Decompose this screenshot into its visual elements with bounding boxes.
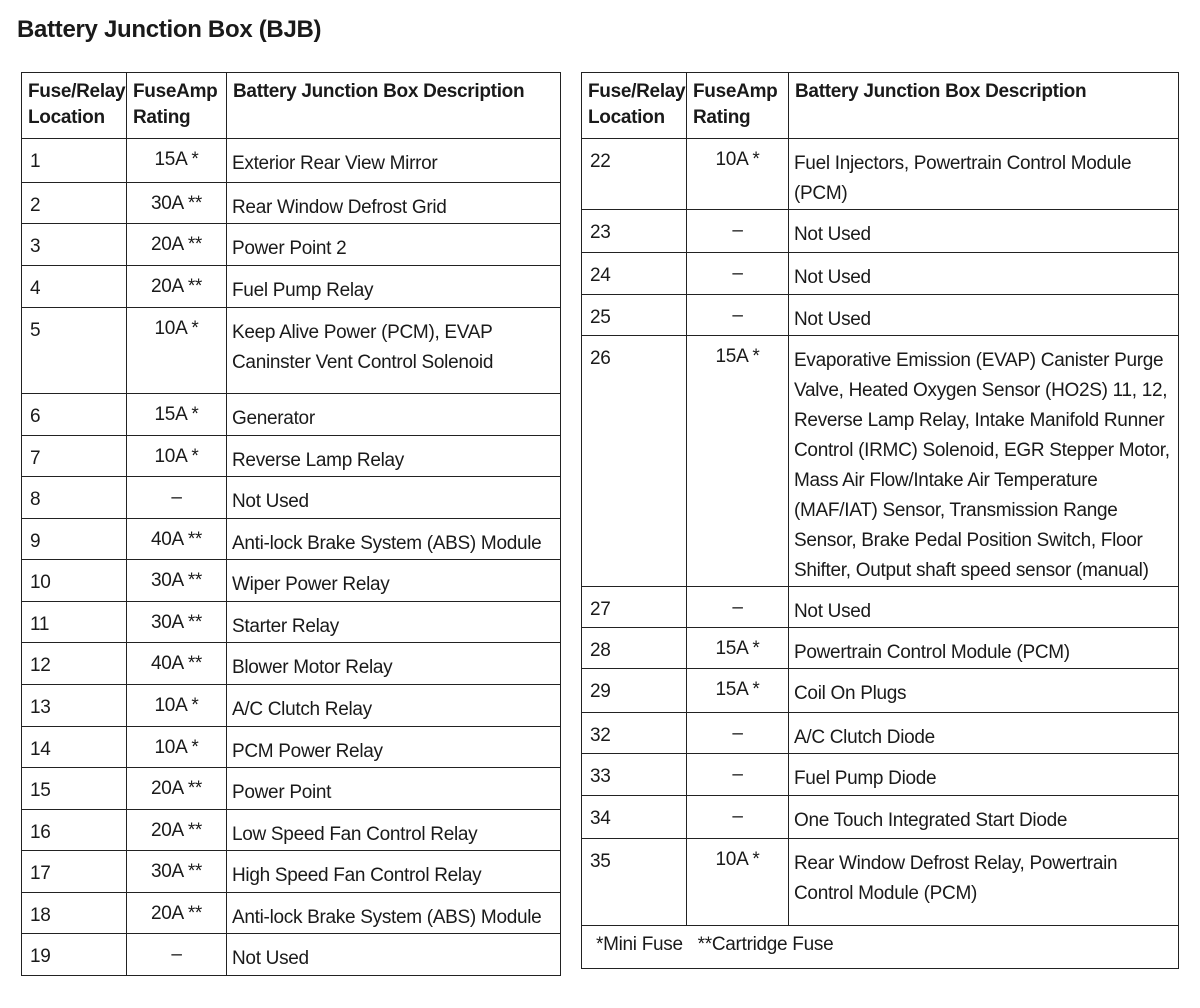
fuse-description-cell: Evaporative Emission (EVAP) Canister Purge Valve, Heated Oxygen Sensor (HO2S) 11, 12, Reverse Lamp Relay, Intake Manifold Runner Control (IRMC) Solenoid, EGR Stepper Motor, Mass Air Flow/Intake Air Temperature (MAF/IAT) Sensor, Transmission Range Sensor, Brake Pedal Position Switch, Floor Shifter, Output shaft speed sensor (manual) [789,336,1179,587]
table-row [22,224,561,266]
fuse-description-cell: Not Used [227,934,561,976]
fuse-description-cell: Generator [227,394,561,436]
fuse-description-cell: Rear Window Defrost Grid [227,183,561,224]
fuse-rating-cell: – [127,477,227,519]
table-row [582,336,1179,587]
fuse-description-cell: Fuel Pump Relay [227,266,561,308]
table-row [22,768,561,810]
fuse-description-cell: Powertrain Control Module (PCM) [789,628,1179,669]
fuse-description-cell: Anti-lock Brake System (ABS) Module [227,893,561,934]
fuse-rating-cell: 30A ** [127,183,227,224]
fuse-description-cell: Not Used [789,295,1179,336]
fuse-description-cell: PCM Power Relay [227,727,561,768]
table-row [582,295,1179,336]
table-row [582,210,1179,253]
fuse-location-cell: 27 [582,587,687,628]
fuse-description-cell: Not Used [789,210,1179,253]
fuse-location-cell: 22 [582,139,687,210]
fuse-description-cell: Anti-lock Brake System (ABS) Module [227,519,561,560]
fuse-location-cell: 5 [22,308,127,394]
fuse-description-cell: Reverse Lamp Relay [227,436,561,477]
fuse-description-cell: Coil On Plugs [789,669,1179,713]
table-row [22,851,561,893]
fuse-description-cell: Not Used [227,477,561,519]
table-row [22,934,561,976]
fuse-description-cell: Rear Window Defrost Relay, Powertrain Control Module (PCM) [789,839,1179,926]
fuse-rating-cell: 20A ** [127,266,227,308]
fuse-location-cell: 28 [582,628,687,669]
table-row [22,602,561,643]
fuse-location-cell: 34 [582,796,687,839]
fuse-location-cell: 35 [582,839,687,926]
fuse-description-cell: Not Used [789,253,1179,295]
fuse-location-cell: 1 [22,139,127,183]
table-row [582,587,1179,628]
fuse-location-cell: 14 [22,727,127,768]
table-row [22,893,561,934]
fuse-description-cell: A/C Clutch Diode [789,713,1179,754]
fuse-location-cell: 18 [22,893,127,934]
table-row [22,477,561,519]
fuse-location-cell: 13 [22,685,127,727]
header-rating: FuseAmp Rating [687,73,789,139]
table-row [22,519,561,560]
right-fuse-table [581,72,1179,969]
table-row [582,796,1179,839]
legend: *Mini Fuse **Cartridge Fuse [582,926,1179,969]
fuse-description-cell: Power Point 2 [227,224,561,266]
fuse-location-cell: 2 [22,183,127,224]
fuse-location-cell: 12 [22,643,127,685]
header-description: Battery Junction Box Description [789,73,1179,139]
fuse-rating-cell: 15A * [127,394,227,436]
fuse-rating-cell: – [127,934,227,976]
fuse-rating-cell: 10A * [687,839,789,926]
fuse-rating-cell: 30A ** [127,602,227,643]
fuse-location-cell: 15 [22,768,127,810]
fuse-rating-cell: 10A * [687,139,789,210]
table-row [22,643,561,685]
fuse-location-cell: 19 [22,934,127,976]
fuse-location-cell: 3 [22,224,127,266]
fuse-description-cell: Fuel Pump Diode [789,754,1179,796]
table-row [582,839,1179,926]
fuse-description-cell: Blower Motor Relay [227,643,561,685]
fuse-rating-cell: 15A * [127,139,227,183]
page-title: Battery Junction Box (BJB) [17,16,322,43]
header-row [22,73,561,139]
fuse-description-cell: High Speed Fan Control Relay [227,851,561,893]
right-table-body [582,139,1179,926]
fuse-rating-cell: – [687,713,789,754]
fuse-rating-cell: 30A ** [127,851,227,893]
fuse-rating-cell: – [687,587,789,628]
fuse-description-cell: Not Used [789,587,1179,628]
table-row [22,810,561,851]
fuse-rating-cell: 10A * [127,308,227,394]
fuse-description-cell: Exterior Rear View Mirror [227,139,561,183]
fuse-location-cell: 33 [582,754,687,796]
table-row [22,727,561,768]
fuse-location-cell: 17 [22,851,127,893]
header-row [582,73,1179,139]
left-fuse-table [21,72,561,976]
fuse-rating-cell: 10A * [127,685,227,727]
fuse-rating-cell: 15A * [687,628,789,669]
fuse-rating-cell: 15A * [687,336,789,587]
left-table-body [22,139,561,976]
fuse-location-cell: 32 [582,713,687,754]
fuse-description-cell: One Touch Integrated Start Diode [789,796,1179,839]
fuse-description-cell: Fuel Injectors, Powertrain Control Module (PCM) [789,139,1179,210]
fuse-rating-cell: 20A ** [127,224,227,266]
fuse-rating-cell: 10A * [127,436,227,477]
fuse-location-cell: 7 [22,436,127,477]
fuse-description-cell: Starter Relay [227,602,561,643]
header-location: Fuse/Relay Location [582,73,687,139]
table-row [22,436,561,477]
header-rating: FuseAmp Rating [127,73,227,139]
table-row [582,713,1179,754]
table-row [22,266,561,308]
fuse-description-cell: Low Speed Fan Control Relay [227,810,561,851]
fuse-rating-cell: 20A ** [127,810,227,851]
fuse-rating-cell: 30A ** [127,560,227,602]
fuse-location-cell: 4 [22,266,127,308]
table-row [582,139,1179,210]
table-row [22,308,561,394]
fuse-location-cell: 11 [22,602,127,643]
fuse-rating-cell: 15A * [687,669,789,713]
fuse-rating-cell: 40A ** [127,519,227,560]
fuse-location-cell: 23 [582,210,687,253]
table-row [22,394,561,436]
fuse-location-cell: 6 [22,394,127,436]
fuse-location-cell: 8 [22,477,127,519]
header-location: Fuse/Relay Location [22,73,127,139]
legend-row [582,926,1179,969]
fuse-rating-cell: 20A ** [127,893,227,934]
table-row [22,560,561,602]
table-row [22,183,561,224]
fuse-location-cell: 26 [582,336,687,587]
table-row [22,685,561,727]
table-row [22,139,561,183]
fuse-rating-cell: – [687,210,789,253]
fuse-location-cell: 10 [22,560,127,602]
table-row [582,253,1179,295]
fuse-description-cell: A/C Clutch Relay [227,685,561,727]
fuse-rating-cell: – [687,796,789,839]
fuse-location-cell: 29 [582,669,687,713]
fuse-location-cell: 16 [22,810,127,851]
fuse-rating-cell: 20A ** [127,768,227,810]
table-row [582,669,1179,713]
fuse-rating-cell: – [687,295,789,336]
fuse-location-cell: 9 [22,519,127,560]
fuse-location-cell: 25 [582,295,687,336]
fuse-description-cell: Power Point [227,768,561,810]
header-description: Battery Junction Box Description [227,73,561,139]
fuse-rating-cell: 40A ** [127,643,227,685]
fuse-rating-cell: – [687,754,789,796]
fuse-rating-cell: 10A * [127,727,227,768]
fuse-rating-cell: – [687,253,789,295]
fuse-description-cell: Keep Alive Power (PCM), EVAP Caninster Vent Control Solenoid [227,308,561,394]
fuse-location-cell: 24 [582,253,687,295]
fuse-description-cell: Wiper Power Relay [227,560,561,602]
table-row [582,628,1179,669]
table-row [582,754,1179,796]
